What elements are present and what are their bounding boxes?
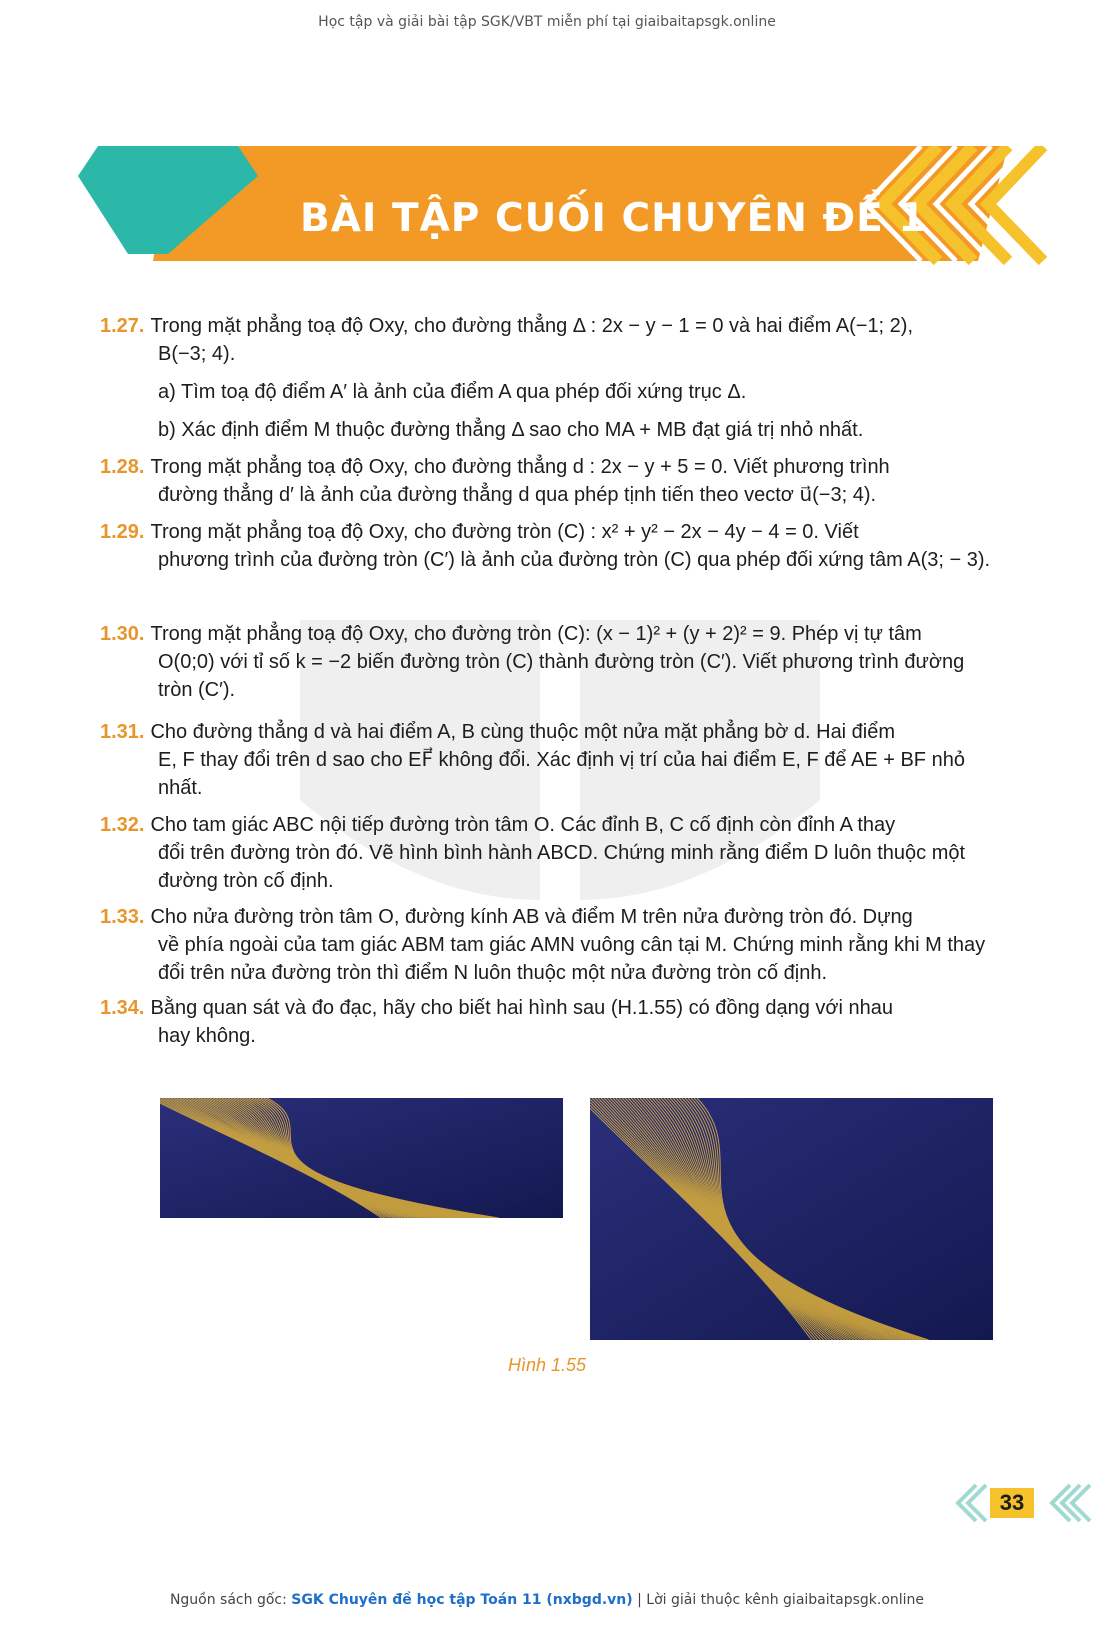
exercise-text-continued: E, F thay đổi trên d sao cho EF⃗ không đổi. Xác định vị trí của hai điểm E, F để AE + BF nhỏ nhất. — [158, 749, 965, 799]
exercise-text-continued: đổi trên đường tròn đó. Vẽ hình bình hành ABCD. Chứng minh rằng điểm D luôn thuộc một đường tròn cố định. — [158, 842, 966, 892]
exercise-1-34 — [100, 994, 992, 1050]
page-number: 33 — [999, 1490, 1025, 1515]
figure-image-large — [590, 1098, 993, 1340]
exercise-number: 1.30. — [100, 623, 145, 645]
exercise-text-continued: về phía ngoài của tam giác ABM tam giác AMN vuông cân tại M. Chứng minh rằng khi M thay đổi trên nửa đường tròn thì điểm N luôn thuộc một nửa đường tròn cố định. — [158, 934, 986, 984]
exercise-number: 1.34. — [100, 997, 145, 1019]
exercise-text: Trong mặt phẳng toạ độ Oxy, cho đường tròn (C) : x² + y² − 2x − 4y − 4 = 0. Viết — [150, 521, 859, 543]
exercise-text-continued: hay không. — [158, 1025, 256, 1047]
exercise-text: Bằng quan sát và đo đạc, hãy cho biết hai hình sau (H.1.55) có đồng dạng với nhau — [150, 997, 894, 1019]
exercise-number: 1.27. — [100, 315, 145, 337]
figure-image-small — [160, 1098, 563, 1218]
exercise-number: 1.32. — [100, 814, 145, 836]
exercise-1-33 — [100, 903, 992, 987]
exercise-1-27 — [100, 312, 992, 444]
exercise-1-31 — [100, 718, 992, 802]
exercise-number: 1.29. — [100, 521, 145, 543]
exercise-text-continued: đường thẳng d′ là ảnh của đường thẳng d qua phép tịnh tiến theo vectơ u⃗(−3; 4). — [158, 484, 877, 506]
exercise-text: Cho đường thẳng d và hai điểm A, B cùng thuộc một nửa mặt phẳng bờ d. Hai điểm — [150, 721, 896, 743]
exercise-1-28 — [100, 453, 992, 509]
exercise-part-b: b) Xác định điểm M thuộc đường thẳng Δ sao cho MA + MB đạt giá trị nhỏ nhất. — [158, 419, 864, 441]
exercise-1-30 — [100, 620, 992, 704]
figure-caption: Hình 1.55 — [507, 1355, 587, 1375]
chapter-title: BÀI TẬP CUỐI CHUYÊN ĐỀ 1 — [300, 196, 927, 241]
exercise-text-continued: O(0;0) với tỉ số k = −2 biến đường tròn (C) thành đường tròn (C′). Viết phương trình đường tròn (C′). — [158, 651, 965, 701]
footer-prefix: Nguồn sách gốc: — [169, 1592, 292, 1608]
exercise-1-29 — [100, 518, 992, 574]
exercise-text: Trong mặt phẳng toạ độ Oxy, cho đường tròn (C): (x − 1)² + (y + 2)² = 9. Phép vị tự tâm — [150, 623, 922, 645]
exercise-text: Trong mặt phẳng toạ độ Oxy, cho đường thẳng d : 2x − y + 5 = 0. Viết phương trình — [150, 456, 890, 478]
exercise-text: Trong mặt phẳng toạ độ Oxy, cho đường thẳng Δ : 2x − y − 1 = 0 và hai điểm A(−1; 2), — [150, 315, 914, 337]
exercise-text-continued: B(−3; 4). — [158, 343, 236, 365]
exercise-number: 1.28. — [100, 456, 145, 478]
exercise-1-32 — [100, 811, 992, 895]
footer-suffix: | Lời giải thuộc kênh giaibaitapsgk.online — [632, 1592, 925, 1608]
header-note: Học tập và giải bài tập SGK/VBT miễn phí tại giaibaitapsgk.online — [318, 14, 776, 30]
exercise-text-continued: phương trình của đường tròn (C′) là ảnh của đường tròn (C) qua phép đối xứng tâm A(3; − 3). — [158, 549, 991, 571]
footer-source-link[interactable]: SGK Chuyên đề học tập Toán 11 (nxbgd.vn) — [291, 1592, 633, 1608]
footer — [0, 1592, 1094, 1608]
exercise-part-a: a) Tìm toạ độ điểm A′ là ảnh của điểm A qua phép đối xứng trục Δ. — [158, 381, 747, 403]
chapter-banner — [78, 146, 1058, 276]
exercise-number: 1.31. — [100, 721, 145, 743]
exercise-text: Cho tam giác ABC nội tiếp đường tròn tâm O. Các đỉnh B, C cố định còn đỉnh A thay — [150, 814, 896, 836]
exercise-text: Cho nửa đường tròn tâm O, đường kính AB và điểm M trên nửa đường tròn đó. Dựng — [150, 906, 913, 928]
exercise-number: 1.33. — [100, 906, 145, 928]
